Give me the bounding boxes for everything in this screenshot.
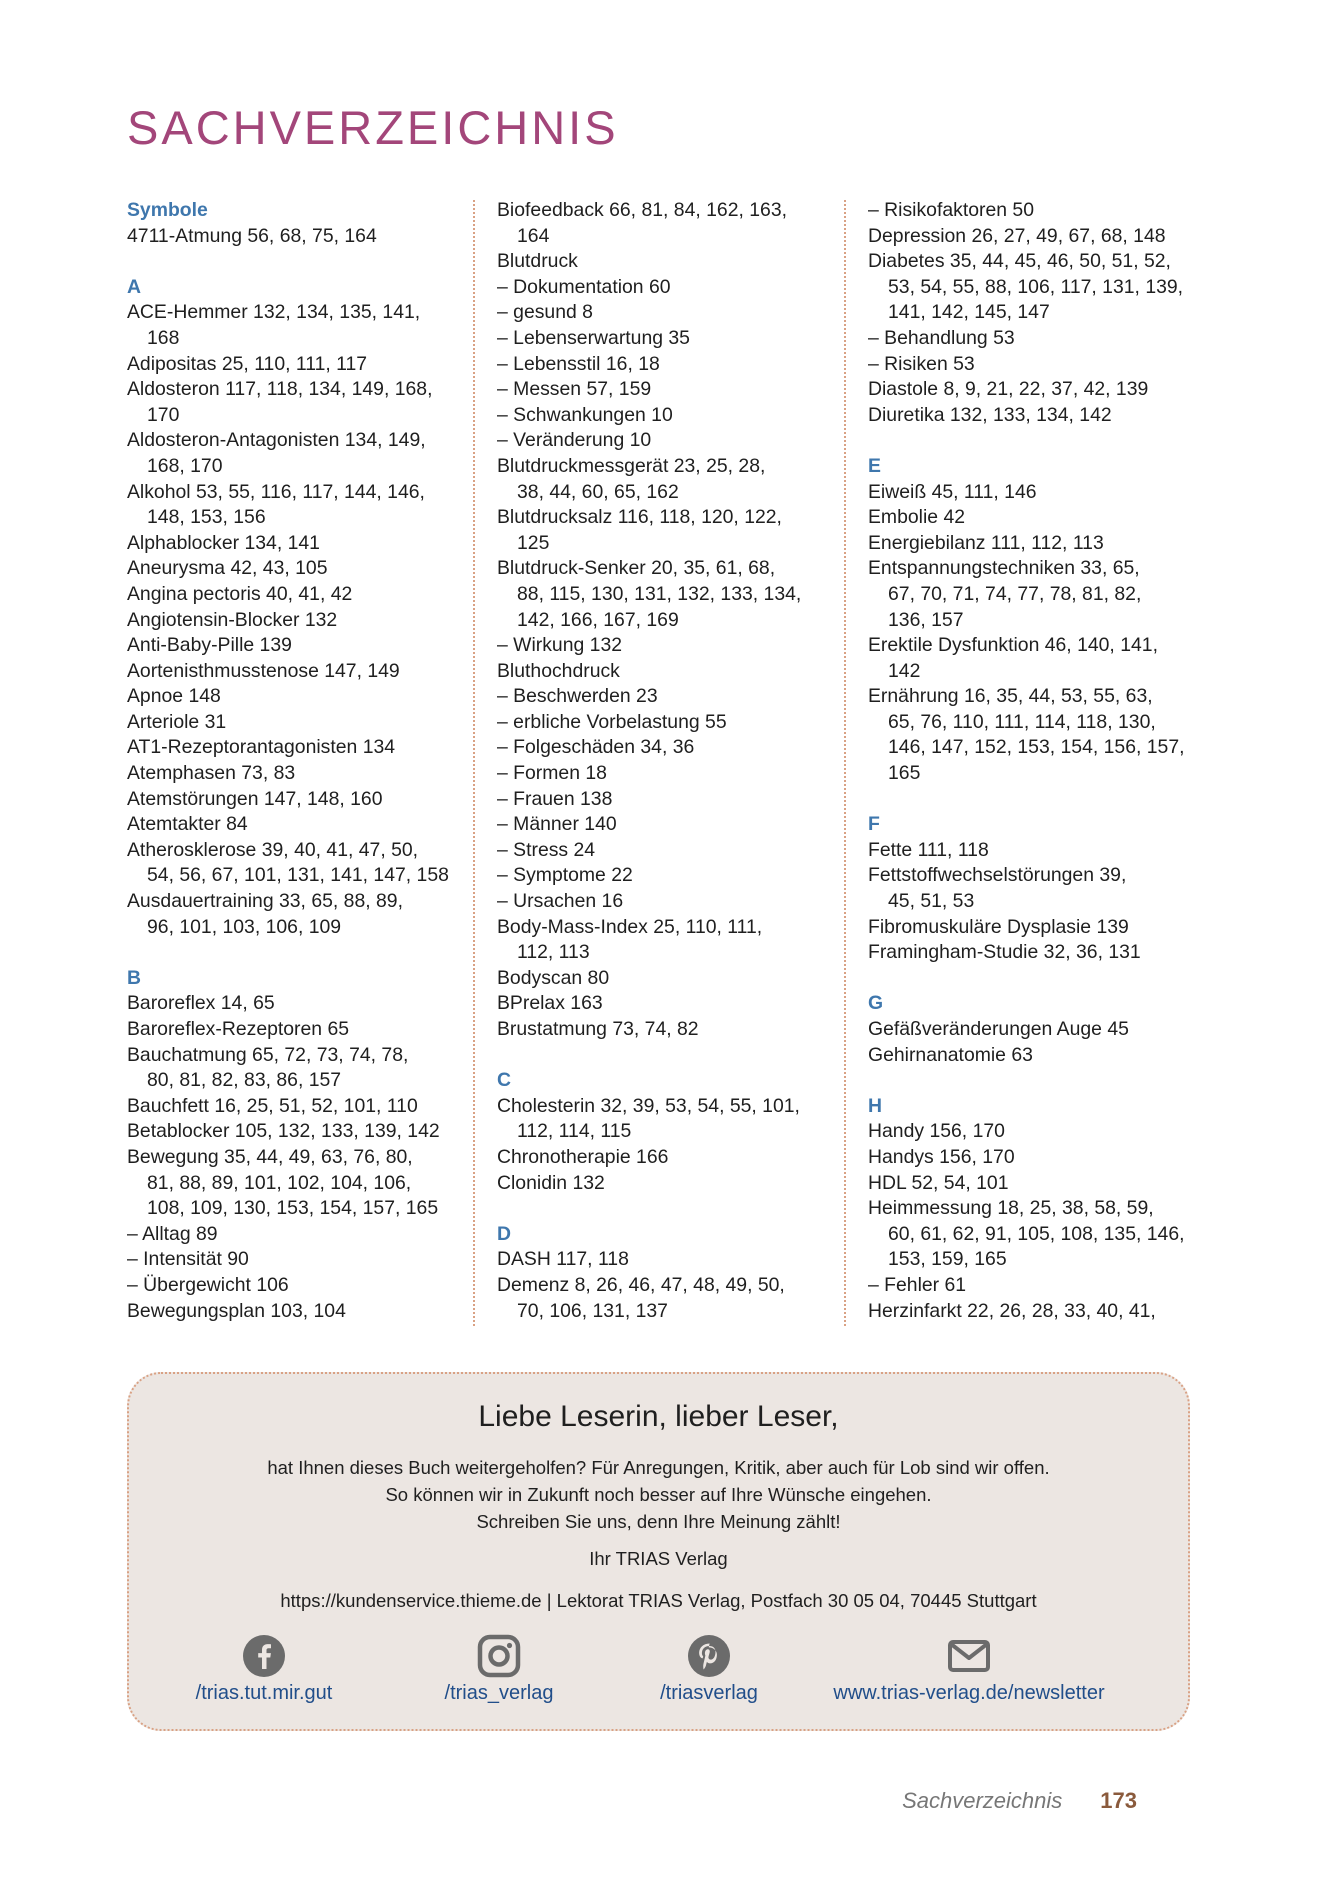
- index-entry: Eiweiß 45, 111, 146: [868, 480, 1037, 503]
- index-letter-heading: Symbole: [127, 199, 208, 221]
- index-entry: Fibromuskuläre Dysplasie 139: [868, 915, 1129, 938]
- index-entry: Bauchatmung 65, 72, 73, 74, 78,: [127, 1043, 409, 1066]
- index-entry: – Intensität 90: [127, 1248, 249, 1271]
- index-letter-heading: G: [868, 992, 884, 1015]
- index-entry-continuation: 70, 106, 131, 137: [517, 1299, 668, 1322]
- index-entry: – Stress 24: [497, 838, 596, 861]
- index-entry: BPrelax 163: [497, 992, 603, 1015]
- index-entry-continuation: 112, 114, 115: [517, 1120, 632, 1143]
- index-column-2: [497, 198, 837, 1324]
- index-entry: Fette 111, 118: [868, 838, 989, 861]
- index-entry: Alkohol 53, 55, 116, 117, 144, 146,: [127, 480, 425, 503]
- index-entry: Fettstoffwechselstörungen 39,: [868, 864, 1127, 887]
- index-entry: Chronotherapie 166: [497, 1145, 669, 1168]
- index-entry-continuation: 81, 88, 89, 101, 102, 104, 106,: [147, 1171, 412, 1194]
- index-entry: Blutdruck: [497, 250, 578, 273]
- index-letter-heading: B: [127, 966, 142, 989]
- index-entry: – Fehler 61: [868, 1273, 967, 1296]
- index-entry: DASH 117, 118: [497, 1248, 629, 1271]
- index-letter-heading: H: [868, 1094, 883, 1117]
- index-entry: – Lebensstil 16, 18: [497, 352, 660, 375]
- index-entry: Ausdauertraining 33, 65, 88, 89,: [127, 890, 403, 913]
- index-entry: – Alltag 89: [127, 1222, 218, 1245]
- index-entry: – Lebenserwartung 35: [497, 326, 690, 349]
- index-entry-continuation: 168: [147, 326, 180, 349]
- index-entry: Atemphasen 73, 83: [127, 762, 296, 785]
- index-entry: Ernährung 16, 35, 44, 53, 55, 63,: [868, 685, 1153, 708]
- index-entry: Aldosteron-Antagonisten 134, 149,: [127, 429, 426, 452]
- index-entry-continuation: 141, 142, 145, 147: [888, 301, 1050, 324]
- index-entry-continuation: 108, 109, 130, 153, 154, 157, 165: [147, 1197, 439, 1220]
- index-entry: HDL 52, 54, 101: [868, 1171, 1009, 1194]
- column-divider: [844, 200, 846, 1326]
- index-entry: – Symptome 22: [497, 864, 633, 887]
- pinterest-link[interactable]: [629, 1634, 789, 1705]
- index-entry: – Ursachen 16: [497, 890, 624, 913]
- index-entry: Aortenisthmusstenose 147, 149: [127, 659, 400, 682]
- index-entry: – Männer 140: [497, 813, 617, 836]
- index-letter-heading: F: [868, 813, 880, 836]
- index-entry: ACE-Hemmer 132, 134, 135, 141,: [127, 301, 421, 324]
- index-entry: AT1-Rezeptorantagonisten 134: [127, 736, 396, 759]
- index-entry: – Messen 57, 159: [497, 378, 652, 401]
- index-entry-continuation: 38, 44, 60, 65, 162: [517, 480, 679, 503]
- instagram-label[interactable]: /trias_verlag: [444, 1682, 554, 1704]
- index-entry: – Formen 18: [497, 762, 607, 785]
- index-entry-continuation: 153, 159, 165: [888, 1248, 1007, 1271]
- index-letter-heading: C: [497, 1069, 512, 1092]
- index-column-1: [127, 198, 467, 1324]
- index-entry: Betablocker 105, 132, 133, 139, 142: [127, 1120, 440, 1143]
- newsletter-label[interactable]: www.trias-verlag.de/newsletter: [833, 1682, 1105, 1704]
- index-entry: – erbliche Vorbelastung 55: [497, 710, 727, 733]
- index-entry: Gefäßveränderungen Auge 45: [868, 1018, 1129, 1040]
- index-entry: Diuretika 132, 133, 134, 142: [868, 403, 1112, 426]
- index-entry-continuation: 168, 170: [147, 454, 223, 477]
- index-entry-continuation: 80, 81, 82, 83, 86, 157: [147, 1069, 342, 1092]
- facebook-link[interactable]: [169, 1634, 359, 1705]
- index-entry: – Behandlung 53: [868, 326, 1015, 349]
- index-entry: Framingham-Studie 32, 36, 131: [868, 941, 1141, 964]
- column-divider: [473, 200, 475, 1326]
- index-entry: Biofeedback 66, 81, 84, 162, 163,: [497, 199, 788, 221]
- facebook-icon: [242, 1634, 286, 1678]
- facebook-label[interactable]: /trias.tut.mir.gut: [195, 1682, 333, 1704]
- index-entry: Handys 156, 170: [868, 1145, 1015, 1168]
- index-letter-heading: E: [868, 454, 881, 477]
- index-entry: Bewegungsplan 103, 104: [127, 1299, 346, 1322]
- reader-feedback-box: [127, 1372, 1190, 1731]
- index-entry: – Übergewicht 106: [127, 1273, 289, 1296]
- index-entry: Angiotensin-Blocker 132: [127, 608, 338, 631]
- index-entry: Alphablocker 134, 141: [127, 531, 320, 554]
- instagram-icon: [477, 1634, 521, 1678]
- page-footer: [900, 1788, 1137, 1814]
- message-line: hat Ihnen dieses Buch weitergeholfen? Für Anregungen, Kritik, aber auch für Lob sind wir offen.: [267, 1457, 1050, 1478]
- signature: Ihr TRIAS Verlag: [589, 1548, 728, 1569]
- index-entry-continuation: 65, 76, 110, 111, 114, 118, 130,: [888, 710, 1156, 733]
- index-entry-continuation: 67, 70, 71, 74, 77, 78, 81, 82,: [888, 582, 1142, 605]
- index-entry: Cholesterin 32, 39, 53, 54, 55, 101,: [497, 1094, 800, 1117]
- index-entry-continuation: 60, 61, 62, 91, 105, 108, 135, 146,: [888, 1222, 1185, 1245]
- feedback-message: [129, 1454, 1188, 1535]
- index-entry: Diabetes 35, 44, 45, 46, 50, 51, 52,: [868, 250, 1171, 273]
- index-entry: Body-Mass-Index 25, 110, 111,: [497, 915, 763, 938]
- index-entry: Aneurysma 42, 43, 105: [127, 557, 328, 580]
- index-entry: – Beschwerden 23: [497, 685, 658, 708]
- index-entry-continuation: 142, 166, 167, 169: [517, 608, 679, 631]
- index-entry: Baroreflex-Rezeptoren 65: [127, 1018, 350, 1040]
- index-entry-continuation: 112, 113: [517, 941, 590, 964]
- index-entry: Bodyscan 80: [497, 966, 610, 989]
- index-entry: Depression 26, 27, 49, 67, 68, 148: [868, 224, 1166, 247]
- page-title: SACHVERZEICHNIS: [127, 101, 619, 154]
- index-entry: Baroreflex 14, 65: [127, 992, 275, 1015]
- index-entry: Anti-Baby-Pille 139: [127, 634, 292, 657]
- index-entry: Blutdruck-Senker 20, 35, 61, 68,: [497, 557, 776, 580]
- index-column-3: [868, 198, 1208, 1324]
- index-entry-continuation: 45, 51, 53: [888, 890, 975, 913]
- newsletter-link[interactable]: [819, 1634, 1119, 1705]
- index-entry: – Schwankungen 10: [497, 403, 673, 426]
- index-entry: Energiebilanz 111, 112, 113: [868, 531, 1104, 554]
- message-line: Schreiben Sie uns, denn Ihre Meinung zählt!: [476, 1511, 841, 1532]
- index-entry: Demenz 8, 26, 46, 47, 48, 49, 50,: [497, 1273, 785, 1296]
- index-letter-heading: A: [127, 275, 142, 298]
- index-entry: Handy 156, 170: [868, 1120, 1005, 1143]
- index-entry: Entspannungstechniken 33, 65,: [868, 557, 1140, 580]
- index-entry-continuation: 142: [888, 659, 921, 682]
- index-entry: – Risikofaktoren 50: [868, 199, 1034, 221]
- index-entry: Erektile Dysfunktion 46, 140, 141,: [868, 634, 1158, 657]
- index-entry-continuation: 96, 101, 103, 106, 109: [147, 915, 342, 938]
- index-entry: – gesund 8: [497, 301, 593, 324]
- index-entry: Gehirnanatomie 63: [868, 1043, 1033, 1066]
- greeting: Liebe Leserin, lieber Leser,: [478, 1400, 839, 1433]
- index-entry: Adipositas 25, 110, 111, 117: [127, 352, 368, 375]
- instagram-link[interactable]: [419, 1634, 579, 1705]
- page-number: 173: [1100, 1788, 1137, 1813]
- message-line: So können wir in Zukunft noch besser auf Ihre Wünsche eingehen.: [385, 1484, 932, 1505]
- index-entry: – Wirkung 132: [497, 634, 623, 657]
- footer-section-title: Sachverzeichnis: [902, 1788, 1063, 1813]
- index-entry-continuation: 165: [888, 762, 921, 785]
- index-entry: Herzinfarkt 22, 26, 28, 33, 40, 41,: [868, 1299, 1156, 1322]
- index-entry: Bewegung 35, 44, 49, 63, 76, 80,: [127, 1145, 413, 1168]
- index-entry-continuation: 146, 147, 152, 153, 154, 156, 157,: [888, 736, 1185, 759]
- index-entry-continuation: 170: [147, 403, 180, 426]
- index-entry: Blutdruckmessgerät 23, 25, 28,: [497, 454, 766, 477]
- index-entry-continuation: 164: [517, 224, 550, 247]
- index-entry: Angina pectoris 40, 41, 42: [127, 582, 353, 605]
- index-entry: Atemtakter 84: [127, 813, 248, 836]
- index-entry: Apnoe 148: [127, 685, 221, 708]
- index-entry: Atherosklerose 39, 40, 41, 47, 50,: [127, 838, 419, 861]
- index-entry: 4711-Atmung 56, 68, 75, 164: [127, 224, 377, 247]
- index-entry-continuation: 54, 56, 67, 101, 131, 141, 147, 158: [147, 864, 449, 887]
- pinterest-icon: [687, 1634, 731, 1678]
- index-entry-continuation: 136, 157: [888, 608, 964, 631]
- index-entry: – Veränderung 10: [497, 429, 652, 452]
- index-letter-heading: D: [497, 1222, 512, 1245]
- pinterest-label[interactable]: /triasverlag: [660, 1682, 758, 1704]
- index-entry: Embolie 42: [868, 506, 966, 529]
- index-entry-continuation: 53, 54, 55, 88, 106, 117, 131, 139,: [888, 275, 1184, 298]
- mail-icon: [947, 1634, 991, 1678]
- contact-line[interactable]: https://kundenservice.thieme.de | Lektorat TRIAS Verlag, Postfach 30 05 04, 70445 Stuttgart: [280, 1590, 1037, 1611]
- index-entry: – Frauen 138: [497, 787, 613, 810]
- index-entry: – Folgeschäden 34, 36: [497, 736, 695, 759]
- index-entry-continuation: 148, 153, 156: [147, 506, 266, 529]
- index-entry: Atemstörungen 147, 148, 160: [127, 787, 383, 810]
- index-entry: Bluthochdruck: [497, 659, 620, 682]
- index-entry: Brustatmung 73, 74, 82: [497, 1018, 699, 1040]
- index-entry: – Dokumentation 60: [497, 275, 671, 298]
- index-entry: Heimmessung 18, 25, 38, 58, 59,: [868, 1197, 1154, 1220]
- index-entry: – Risiken 53: [868, 352, 975, 375]
- index-entry-continuation: 125: [517, 531, 550, 554]
- index-entry-continuation: 88, 115, 130, 131, 132, 133, 134,: [517, 582, 802, 605]
- index-entry: Arteriole 31: [127, 710, 227, 733]
- index-entry: Aldosteron 117, 118, 134, 149, 168,: [127, 378, 433, 401]
- index-entry: Bauchfett 16, 25, 51, 52, 101, 110: [127, 1094, 418, 1117]
- index-entry: Clonidin 132: [497, 1171, 605, 1194]
- index-entry: Blutdrucksalz 116, 118, 120, 122,: [497, 506, 782, 529]
- index-entry: Diastole 8, 9, 21, 22, 37, 42, 139: [868, 378, 1149, 401]
